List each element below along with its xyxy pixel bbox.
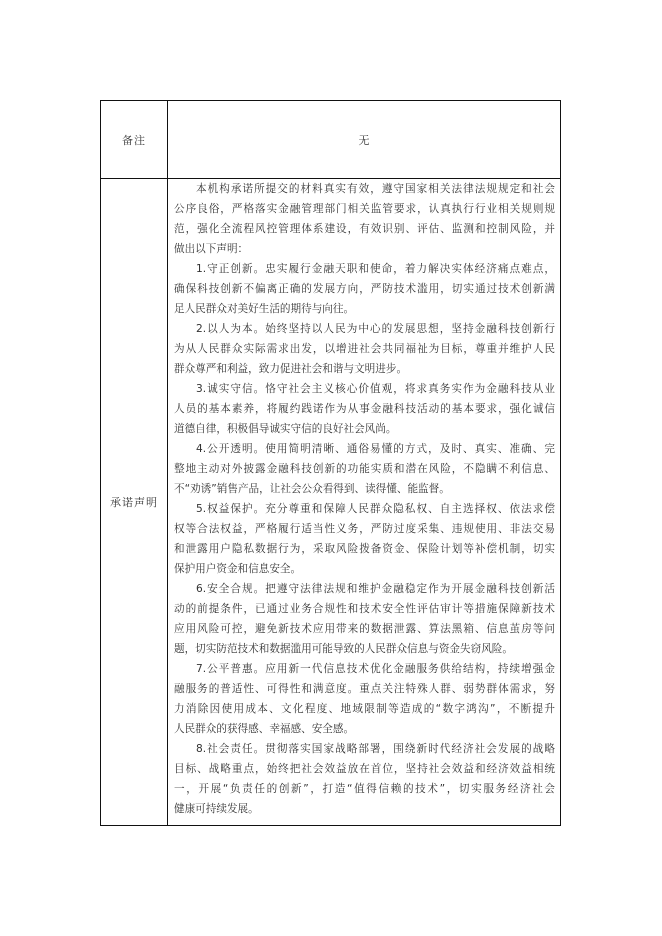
paragraph-line: 做出以下声明：: [174, 243, 249, 255]
paragraph-line: 道德自律，积极倡导诚实守信的良好社会风尚。: [174, 423, 397, 435]
paragraph-line: 一，开展“负责任的创新”，打造“值得信赖的技术”，切实服务经济社会: [174, 783, 555, 795]
declaration-paragraph: [174, 439, 555, 499]
declaration-label: 承诺声明: [101, 179, 168, 826]
paragraph-line: 融服务的普适性、可得性和满意度。重点关注特殊人群、弱势群体需求，努: [174, 683, 555, 695]
paragraph-line: 人员的基本素养，将履约践诺作为从事金融科技活动的基本要求，强化诚信: [174, 403, 555, 415]
paragraph-line: 保护用户资金和信息安全。: [174, 563, 302, 575]
declaration-paragraph: [174, 179, 555, 259]
paragraph-line: 足人民群众对美好生活的期待与向往。: [174, 303, 355, 315]
paragraph-line: 4.公开透明。使用简明清晰、通俗易懂的方式，及时、真实、准确、完: [196, 443, 555, 455]
info-table: [100, 100, 561, 826]
paragraph-line: 范，强化全流程风控管理体系建设，有效识别、评估、监测和控制风险，并: [174, 223, 555, 235]
paragraph-line: 5.权益保护。充分尊重和保障人民群众隐私权、自主选择权、依法求偿: [196, 503, 555, 515]
remarks-value: 无: [168, 101, 561, 179]
declaration-paragraph: [174, 739, 555, 819]
paragraph-line: 公序良俗，严格落实金融管理部门相关监管要求，认真执行行业相关规则规: [174, 203, 555, 215]
declaration-paragraph: [174, 259, 555, 319]
declaration-content: [168, 179, 561, 826]
remarks-row: [101, 101, 561, 179]
paragraph-line: 1.守正创新。忠实履行金融天职和使命，着力解决实体经济痛点难点，: [196, 263, 555, 275]
remarks-label: 备注: [101, 101, 168, 179]
paragraph-line: 权等合法权益，严格履行适当性义务，严防过度采集、违规使用、非法交易: [174, 523, 555, 535]
paragraph-line: 题，切实防范技术和数据滥用可能导致的人民群众信息与资金失窃风险。: [174, 643, 513, 655]
paragraph-line: 本机构承诺所提交的材料真实有效，遵守国家相关法律法规规定和社会: [196, 183, 555, 195]
paragraph-line: 8.社会责任。贯彻落实国家战略部署，围绕新时代经济社会发展的战略: [196, 743, 555, 755]
paragraph-line: 2.以人为本。始终坚持以人民为中心的发展思想，坚持金融科技创新行: [196, 323, 555, 335]
declaration-paragraph: [174, 319, 555, 379]
declaration-paragraph: [174, 659, 555, 739]
paragraph-line: 3.诚实守信。恪守社会主义核心价值观，将求真务实作为金融科技从业: [196, 383, 555, 395]
paragraph-line: 不“劝诱”销售产品，让社会公众看得到、读得懂、能监督。: [174, 483, 450, 495]
declaration-paragraph: [174, 579, 555, 659]
declaration-paragraph: [174, 379, 555, 439]
paragraph-line: 为从人民群众实际需求出发，以增进社会共同福祉为目标，尊重并维护人民: [174, 343, 555, 355]
paragraph-line: 6.安全合规。把遵守法律法规和维护金融稳定作为开展金融科技创新活: [196, 583, 555, 595]
paragraph-line: 力消除因使用成本、文化程度、地域限制等造成的“数字鸿沟”，不断提升: [174, 703, 555, 715]
paragraph-line: 应用风险可控，避免新技术应用带来的数据泄露、算法黑箱、信息茧房等问: [174, 623, 555, 635]
paragraph-line: 7.公平普惠。应用新一代信息技术优化金融服务供给结构，持续增强金: [196, 663, 555, 675]
paragraph-line: 人民群众的获得感、幸福感、安全感。: [174, 723, 355, 735]
paragraph-line: 健康可持续发展。: [174, 803, 259, 815]
paragraph-line: 群众尊严和利益，致力促进社会和谐与文明进步。: [174, 363, 408, 375]
paragraph-line: 和泄露用户隐私数据行为，采取风险拨备资金、保险计划等补偿机制，切实: [174, 543, 555, 555]
paragraph-line: 整地主动对外披露金融科技创新的功能实质和潜在风险，不隐瞒不利信息、: [174, 463, 555, 475]
declaration-row: [101, 179, 561, 826]
declaration-paragraph: [174, 499, 555, 579]
paragraph-line: 目标、战略重点，始终把社会效益放在首位，坚持社会效益和经济效益相统: [174, 763, 555, 775]
paragraph-line: 动的前提条件，已通过业务合规性和技术安全性评估审计等措施保障新技术: [174, 603, 555, 615]
paragraph-line: 确保科技创新不偏离正确的发展方向，严防技术滥用，切实通过技术创新满: [174, 283, 555, 295]
